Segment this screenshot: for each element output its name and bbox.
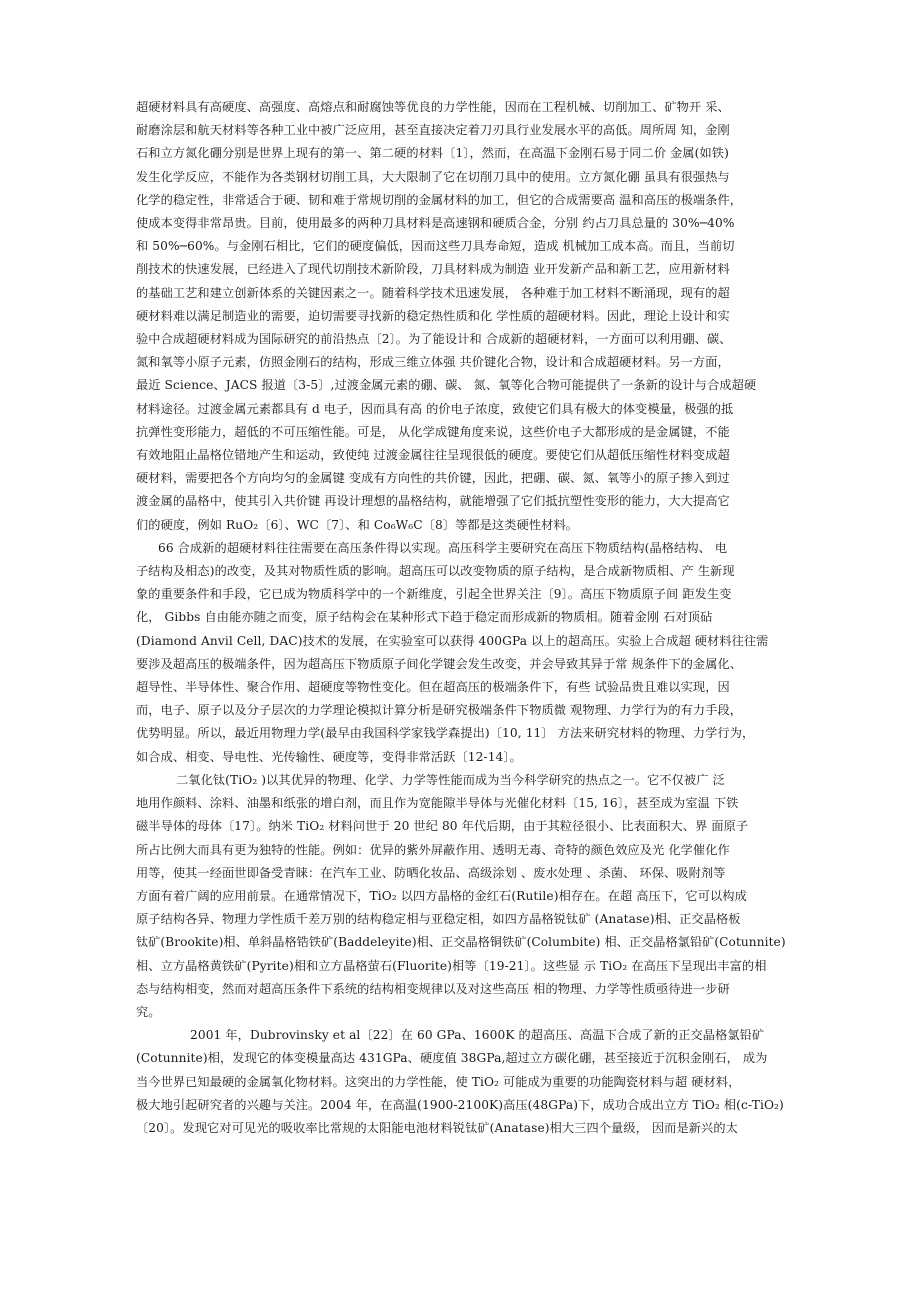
text-line: 子结构及相态)的改变，及其对物质性质的影响。超高压可以改变物质的原子结构，是合成新物质相、产 生新现 (136, 564, 735, 579)
text-line: 要涉及超高压的极端条件，因为超高压下物质原子间化学键会发生改变，并会导致其异于常 规条件下的金属化、 (136, 656, 743, 671)
text-line: 氮和氧等小原子元素，仿照金刚石的结构，形成三维立体强 共价键化合物，设计和合成超硬材料。另一方面， (136, 355, 730, 370)
text-line: 化， Gibbs 自由能亦随之而变，原子结构会在某种形式下趋于稳定而形成新的物质相。随着金刚 石对顶砧 (136, 610, 713, 625)
paragraph-cotunnite-discovery (136, 1024, 786, 1140)
text-line: 态与结构相变，然而对超高压条件下系统的结构相变规律以及对这些高压 相的物理、力学等性质亟待进一步研 (136, 981, 730, 996)
text-line: 究。 (136, 1004, 161, 1019)
text-line: 如合成、相变、导电性、光传输性、硬度等，变得非常活跃〔12-14〕。 (136, 749, 522, 764)
text-line: 硬材料难以满足制造业的需要，迫切需要寻找新的稳定热性质和化 学性质的超硬材料。因此，理论上设计和实 (136, 308, 730, 323)
text-line: 象的重要条件和手段，它已成为物质科学中的一个新维度，引起全世界关注〔9〕。高压下物质原子间 距发生变 (136, 587, 732, 602)
body-text (136, 96, 786, 1140)
text-line: (Diamond Anvil Cell, DAC)技术的发展，在实验室可以获得 400GPa 以上的超高压。实验上合成超 硬材料往往需 (136, 633, 769, 648)
text-line: 优势明显。所以，最近用物理力学(最早由我国科学家钱学森提出)〔10, 11〕 方法来研究材料的物理、力学行为， (136, 726, 755, 741)
text-line: 2001 年，Dubrovinsky et al〔22〕在 60 GPa、1600K 的超高压、高温下合成了新的正交晶格氯铅矿 (190, 1028, 765, 1043)
text-line: 二氧化钛(TiO₂ )以其优异的物理、化学、力学等性能而成为当今科学研究的热点之一。它不仅被广 泛 (176, 772, 725, 787)
text-line: 使成本变得非常昂贵。目前，使用最多的两种刀具材料是高速钢和硬质合金，分别 约占刀具总量的 30%─40% (136, 216, 735, 231)
text-line: 超导性、半导体性、聚合作用、超硬度等物性变化。但在超高压的极端条件下，有些 试验品贵且难以实现，因 (136, 680, 730, 695)
text-line: 抗弹性变形能力，超低的不可压缩性能。可是， 从化学成键角度来说，这些价电子大都形成的是金属键，不能 (136, 424, 730, 439)
text-line: 有效地阻止晶格位错地产生和运动，致使纯 过渡金属往往呈现很低的硬度。要使它们从超低压缩性材料变成超 (136, 448, 730, 463)
text-line: 耐磨涂层和航天材料等各种工业中被广泛应用，甚至直接决定着刀刃具行业发展水平的高低。周所周 知，金刚 (136, 123, 730, 138)
text-line: 所占比例大而具有更为独特的性能。例如：优异的紫外屏蔽作用、透明无毒、奇特的颜色效应及光 化学催化作 (136, 842, 730, 857)
text-line: 们的硬度，例如 RuO₂〔6〕、WC〔7〕、和 Co₆W₆C〔8〕等都是这类硬性材料。 (136, 517, 579, 532)
text-line: 材料途径。过渡金属元素都具有 d 电子，因而具有高 的价电子浓度，致使它们具有极大的体变模量，极强的抵 (136, 401, 734, 416)
text-line: 地用作颜料、涂料、油墨和纸张的增白剂，而且作为宽能隙半导体与光催化材料〔15, 16〕，甚至成为室温 下铁 (136, 796, 739, 811)
text-line: 石和立方氮化硼分别是世界上现有的第一、第二硬的材料〔1〕，然而，在高温下金刚石易于同二价 金属(如铁) (136, 146, 729, 161)
text-line: 相、立方晶格黄铁矿(Pyrite)相和立方晶格萤石(Fluorite)相等〔19-21〕。这些显 示 TiO₂ 在高压下呈现出丰富的相 (136, 958, 767, 973)
paragraph-high-pressure-science (136, 537, 786, 769)
text-line: 用等，使其一经面世即备受青睐：在汽车工业、防晒化妆品、高级涂划 、废水处理 、杀菌、 环保、吸附剂等 (136, 865, 726, 880)
text-line: 验中合成超硬材料成为国际研究的前沿热点〔2〕。为了能设计和 合成新的超硬材料，一方面可以利用硼、碳、 (136, 332, 732, 347)
text-line: 方面有着广阔的应用前景。在通常情况下，TiO₂ 以四方晶格的金红石(Rutile)相存在。在超 高压下，它可以构成 (136, 888, 747, 903)
paragraph-titanium-dioxide (136, 769, 786, 1024)
text-line: 极大地引起研究者的兴趣与关注。2004 年，在高温(1900-2100K)高压(48GPa)下，成功合成出立方 TiO₂ 相(c-TiO₂) (136, 1097, 784, 1112)
text-line: 磁半导体的母体〔17〕。纳米 TiO₂ 材料问世于 20 世纪 80 年代后期，由于其粒径很小、比表面积大、界 面原子 (136, 819, 749, 834)
text-line: 最近 Science、JACS 报道〔3-5〕,过渡金属元素的硼、碳、 氮、氧等化合物可能提供了一条新的设计与合成超硬 (136, 378, 757, 393)
text-line: 超硬材料具有高硬度、高强度、高熔点和耐腐蚀等优良的力学性能，因而在工程机械、切削加工、矿物开 采、 (136, 100, 730, 114)
text-line: 钛矿(Brookite)相、单斜晶格锆铁矿(Baddeleyite)相、正交晶格铜铁矿(Columbite) 相、正交晶格氯铅矿(Cotunnite) (136, 935, 786, 950)
text-line: 的基础工艺和建立创新体系的关键因素之一。随着科学技术迅速发展， 各种难于加工材料不断涌现，现有的超 (136, 285, 730, 300)
paragraph-superhard-materials (136, 96, 786, 537)
text-line: 当今世界已知最硬的金属氧化物材料。这突出的力学性能，使 TiO₂ 可能成为重要的功能陶瓷材料与超 硬材料， (136, 1074, 741, 1089)
text-line: 化学的稳定性，非常适合于硬、韧和难于常规切削的金属材料的加工，但它的合成需要高 温和高压的极端条件， (136, 192, 743, 207)
text-line: 削技术的快速发展，已经进入了现代切削技术新阶段，刀具材料成为制造 业开发新产品和新工艺，应用新材料 (136, 262, 730, 277)
text-line: 原子结构各异、物理力学性质千差万别的结构稳定相与亚稳定相，如四方晶格锐钛矿 (Anatase)相、正交晶格板 (136, 912, 741, 927)
text-line: 66 合成新的超硬材料往往需要在高压条件得以实现。高压科学主要研究在高压下物质结构(晶格结构、 电 (158, 540, 728, 555)
text-line: 而，电子、原子以及分子层次的力学理论模拟计算分析是研究极端条件下物质微 观物理、力学行为的有力手段， (136, 703, 743, 718)
text-line: 渡金属的晶格中，使其引入共价键 再设计理想的晶格结构，就能增强了它们抵抗塑性变形的能力，大大提高它 (136, 494, 730, 509)
text-line: 〔20〕。发现它对可见光的吸收率比常规的太阳能电池材料锐钛矿(Anatase)相大三四个量级， 因而是新兴的太 (136, 1120, 738, 1135)
text-line: 发生化学反应，不能作为各类钢材切削工具，大大限制了它在切削刀具中的使用。立方氮化硼 虽具有很强热与 (136, 169, 730, 184)
text-line: (Cotunnite)相，发现它的体变模量高达 431GPa、硬度值 38GPa,超过立方碳化硼，甚至接近于沉积金刚石， 成为 (136, 1051, 768, 1066)
text-line: 硬材料，需要把各个方向均匀的金属键 变成有方向性的共价键，因此，把硼、碳、氮、氧等小的原子掺入到过 (136, 471, 730, 486)
text-line: 和 50%─60%。与金刚石相比，它们的硬度偏低，因而这些刀具寿命短，造成 机械加工成本高。而且，当前切 (136, 239, 735, 254)
